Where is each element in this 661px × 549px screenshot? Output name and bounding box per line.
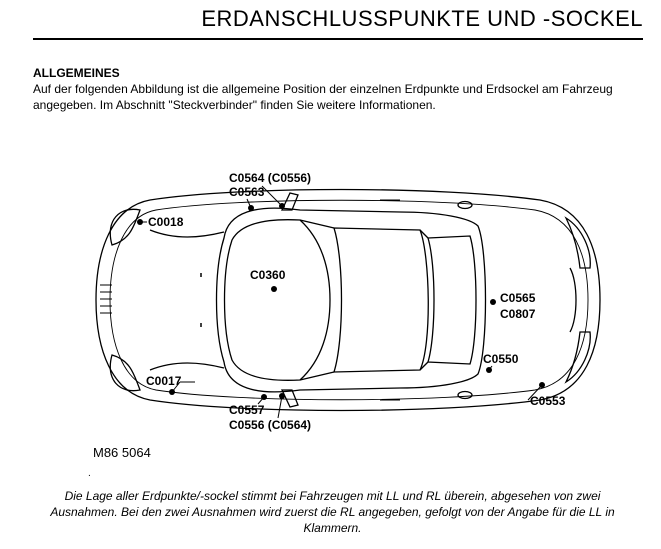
section-heading: ALLGEMEINES [33, 66, 120, 80]
taillight-bottom [566, 332, 590, 382]
intro-text: Auf der folgenden Abbildung ist die allgemeine Position der einzelnen Erdpunkte und Erdsockel am Fahrzeug angegeben. Im Abschnitt "Steckverbinder" finden Sie weitere Informationen. [33, 82, 613, 112]
fuel-cap-bottom [458, 392, 472, 399]
page-title: ERDANSCHLUSSPUNKTE UND -SOCKEL [201, 6, 643, 31]
roof-panel [334, 228, 428, 372]
mirror-bottom [282, 390, 298, 407]
ground-point-c0360 [271, 286, 277, 292]
figure-reference: M86 5064 [93, 445, 151, 460]
label-c0550: C0550 [483, 352, 519, 366]
windshield [225, 220, 331, 381]
leader-c0564 [262, 186, 282, 206]
label-c0563: C0563 [229, 185, 265, 199]
fuel-cap-top [458, 202, 472, 209]
cabin-outline [217, 208, 486, 392]
label-c0556-c0564: C0556 (C0564) [229, 418, 312, 432]
footnote: Die Lage aller Erdpunkte/-sockel stimmt bei Fahrzeugen mit LL und RL überein, abgesehen von zwei Ausnahmen. Bei den zwei Ausnahmen wird zuerst die RL angegeben, gefolgt von der Angabe für die LL in Klammern. [50, 489, 615, 535]
label-c0807: C0807 [500, 307, 536, 321]
figure-marker: . [88, 468, 91, 479]
rear-window [428, 236, 476, 364]
label-c0360: C0360 [250, 268, 286, 282]
headlight-left [110, 209, 140, 245]
label-c0017: C0017 [146, 374, 182, 388]
label-c0018: C0018 [148, 215, 184, 229]
ground-point-c0565 [490, 299, 496, 305]
label-c0557: C0557 [229, 403, 265, 417]
hood-line-top [150, 230, 224, 237]
label-c0553: C0553 [530, 394, 566, 408]
rear-end [570, 268, 576, 332]
taillight-top [566, 218, 590, 268]
hood-line-bottom [150, 363, 224, 370]
label-c0565: C0565 [500, 291, 536, 305]
headlight-right [110, 355, 140, 391]
label-c0564-c0556: C0564 (C0556) [229, 171, 312, 185]
